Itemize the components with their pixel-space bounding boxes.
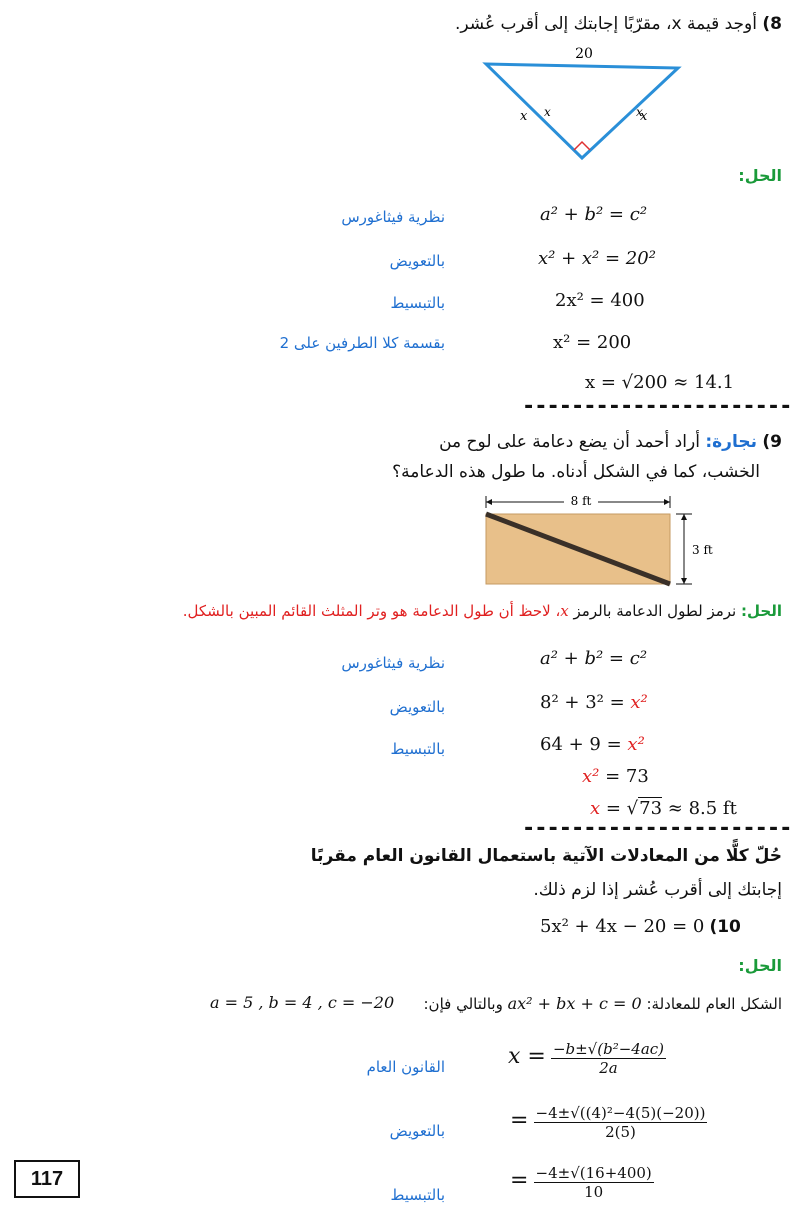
q10-equation: 5x² + 4x − 20 = 0 xyxy=(540,916,705,937)
q8-number: 8) xyxy=(762,14,782,34)
q9-step2-reason: بالتعويض xyxy=(389,698,445,716)
triangle-inner-left-label: x xyxy=(544,105,551,119)
q10-step1-denominator: 2a xyxy=(599,1059,618,1077)
q10-step3-expr xyxy=(510,1164,654,1201)
q8-step2-reason: بالتعويض xyxy=(389,252,445,270)
q9-solution-intro xyxy=(183,602,782,620)
q10-step3-fraction xyxy=(534,1164,654,1201)
q9-solution-var: x xyxy=(560,602,569,620)
q10-step3-reason: بالتبسيط xyxy=(390,1186,445,1204)
q10-general-form-row xyxy=(424,994,783,1013)
q10-step2-expr xyxy=(510,1104,707,1141)
q10-step2-denominator: 2(5) xyxy=(605,1123,636,1141)
q8-solution-label: الحل: xyxy=(738,166,782,185)
q9-step5-expr: x = √73 ≈ 8.5 ft xyxy=(590,798,737,819)
q8-step4-expr: x² = 200 xyxy=(553,332,632,353)
q8-triangle-figure xyxy=(480,42,690,164)
q8-step4-reason: بقسمة كلا الطرفين على 2 xyxy=(279,334,445,352)
q10-number: (10 xyxy=(709,917,741,937)
q9-board-figure xyxy=(480,488,720,588)
triangle-left-side-label: x xyxy=(520,109,528,124)
q10-step2-fraction xyxy=(534,1104,708,1141)
q9-step1-expr: a² + b² = c² xyxy=(540,648,648,669)
page-number-box: 117 xyxy=(14,1160,80,1198)
q10-step1-lhs: x = xyxy=(508,1044,546,1069)
q8-step3-reason: بالتبسيط xyxy=(390,294,445,312)
q10-solution-label: الحل: xyxy=(738,956,782,975)
q8-step3-expr: 2x² = 400 xyxy=(555,290,645,311)
board-height-label: 3 ft xyxy=(692,543,713,557)
triangle-right-side-label: x xyxy=(640,109,648,124)
q9-step3-expr: 64 + 9 = x² xyxy=(540,734,645,755)
q10-step1-fraction xyxy=(551,1040,666,1077)
q10-step3-lhs: = xyxy=(510,1168,529,1193)
q9-number: 9) xyxy=(762,432,782,452)
q10-coefficients: a = 5 , b = 4 , c = −20 xyxy=(210,993,395,1012)
right-angle-mark xyxy=(574,142,590,150)
q9-solution-intro-black: نرمز لطول الدعامة بالرمز xyxy=(573,602,737,620)
q9-step3-reason: بالتبسيط xyxy=(390,740,445,758)
q10-instruction-line2: إجابتك إلى أقرب عُشر إذا لزم ذلك. xyxy=(533,880,782,900)
q10-step2-numerator: −4±√((4)²−4(5)(−20)) xyxy=(535,1104,706,1122)
q10-general-form-expr: ax² + bx + c = 0 xyxy=(507,994,642,1013)
q9-prompt-line1 xyxy=(439,432,782,452)
q10-then-text: وبالتالي فإن: xyxy=(423,995,503,1013)
q9-topic: نجارة: xyxy=(705,432,757,452)
q10-equation-row xyxy=(540,916,741,937)
divider-2: ---------------------- xyxy=(522,816,792,841)
q10-step2-reason: بالتعويض xyxy=(389,1122,445,1140)
triangle-inner-right-label: x xyxy=(636,105,643,119)
divider-1: ---------------------- xyxy=(522,394,792,419)
q10-step1-reason: القانون العام xyxy=(366,1058,445,1076)
q10-step3-denominator: 10 xyxy=(584,1183,604,1201)
q9-prompt-text1: أراد أحمد أن يضع دعامة على لوح من xyxy=(439,432,700,452)
q10-step1-expr xyxy=(508,1040,666,1077)
q10-step2-lhs: = xyxy=(510,1108,529,1133)
q10-instruction-line1: حُلّ كلًّا من المعادلات الآتية باستعمال القانون العام مقربًا xyxy=(310,846,782,866)
q10-general-form-text: الشكل العام للمعادلة: xyxy=(646,995,782,1013)
triangle-top-label: 20 xyxy=(575,46,593,62)
q10-step3-numerator: −4±√(16+400) xyxy=(535,1164,652,1182)
q8-prompt-text: أوجد قيمة x، مقرّبًا إجابتك إلى أقرب عُشر. xyxy=(455,14,757,34)
q8-step1-expr: a² + b² = c² xyxy=(540,204,648,225)
q9-prompt-line2: الخشب، كما في الشكل أدناه. ما طول هذه الدعامة؟ xyxy=(392,462,760,482)
q8-step5-expr: x = √200 ≈ 14.1 xyxy=(585,372,735,393)
q10-step1-numerator: −b±√(b²−4ac) xyxy=(552,1040,665,1058)
q8-step1-reason: نظرية فيثاغورس xyxy=(341,208,445,226)
board-width-label: 8 ft xyxy=(570,494,592,508)
q9-step2-expr: 8² + 3² = x² xyxy=(540,692,648,713)
q9-step4-expr: x² = 73 xyxy=(582,766,649,787)
q8-step2-expr: x² + x² = 20² xyxy=(538,248,656,269)
q9-solution-intro-red: ، لاحظ أن طول الدعامة هو وتر المثلث القائم المبين بالشكل. xyxy=(182,602,561,620)
triangle-shape xyxy=(486,64,678,158)
q8-prompt xyxy=(455,14,782,34)
q9-step1-reason: نظرية فيثاغورس xyxy=(341,654,445,672)
q9-solution-label: الحل: xyxy=(741,602,782,620)
